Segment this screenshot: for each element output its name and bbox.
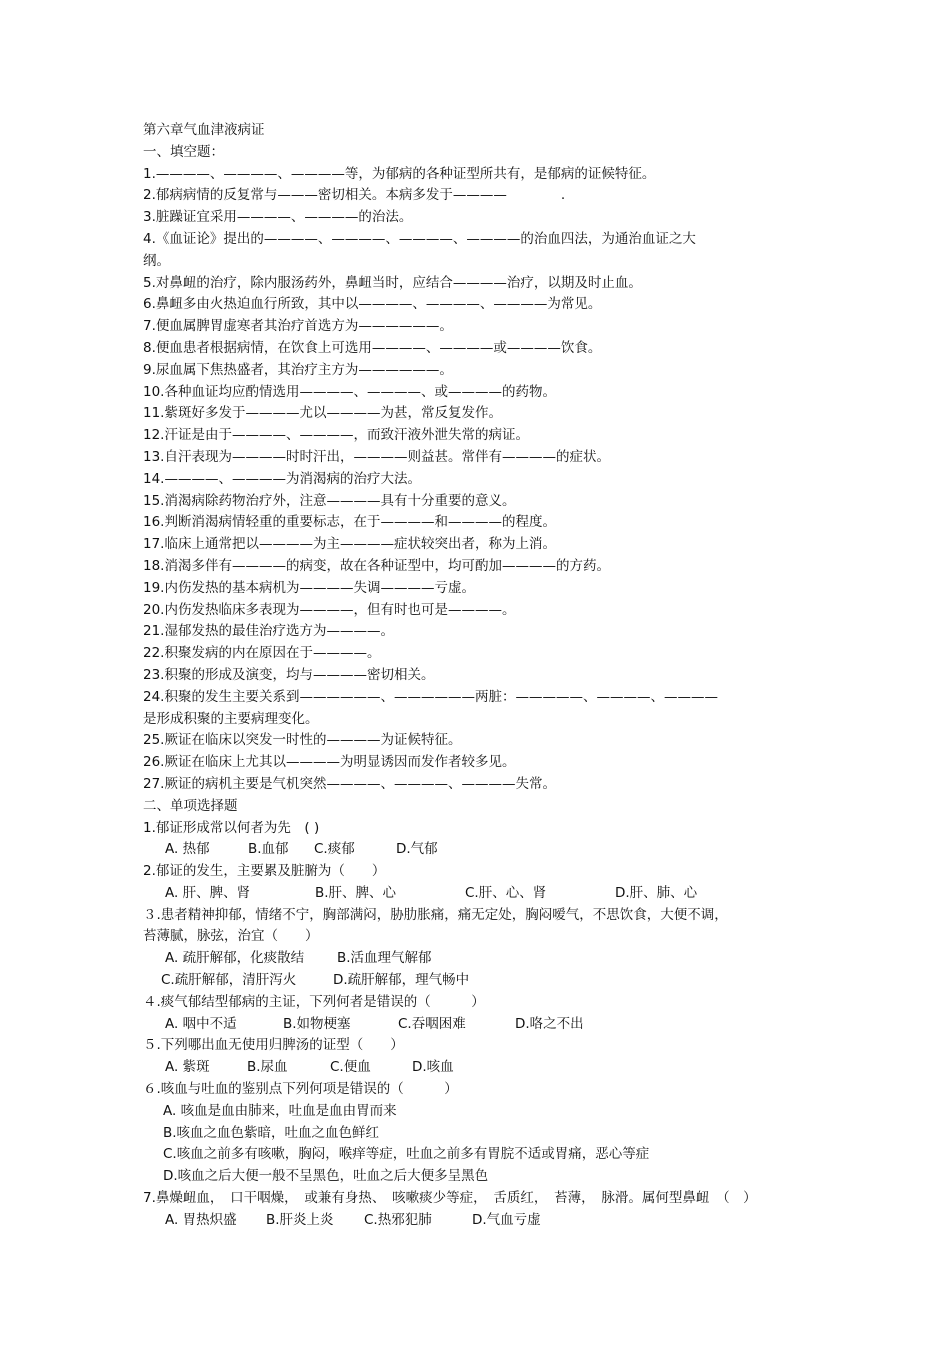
option: D.咳血 — [412, 1059, 454, 1076]
question-stem: ３.患者精神抑郁，情绪不宁，胸部满闷，胁肋胀痛，痛无定处，胸闷嗳气，不思饮食，大便不调，苔薄腻，脉弦，治宜（ ） — [143, 906, 728, 945]
fill-item: 13.自汗表现为————时时汗出，————则益甚。常伴有————的症状。 — [143, 448, 610, 465]
option: B.肝炎上炎 — [266, 1211, 334, 1228]
options-row — [143, 970, 823, 992]
fill-item: 27.厥证的病机主要是气机突然————、————、————失常。 — [143, 775, 556, 792]
fill-item: 18.消渴多伴有————的病变，故在各种证型中，均可酌加————的方药。 — [143, 557, 610, 574]
fill-item: 4.《血证论》提出的————、————、————、————的治血四法，为通治血证之大纲。 — [143, 230, 696, 269]
fill-item: 15.消渴病除药物治疗外，注意————具有十分重要的意义。 — [143, 492, 516, 509]
option: D.肝、肺、心 — [615, 884, 698, 901]
option: A. 胃热炽盛 — [165, 1211, 237, 1228]
option: C.便血 — [330, 1059, 371, 1076]
fill-item: 20.内伤发热临床多表现为————，但有时也可是————。 — [143, 601, 516, 618]
fill-item: 25.厥证在临床以突发一时性的————为证候特征。 — [143, 732, 462, 749]
fill-item: 3.脏躁证宜采用————、————的治法。 — [143, 209, 413, 226]
option: A. 热郁 — [165, 841, 210, 858]
fill-item: 5.对鼻衄的治疗，除内服汤药外，鼻衄当时，应结合————治疗，以期及时止血。 — [143, 274, 642, 291]
option: D.疏肝解郁，理气畅中 — [333, 972, 470, 989]
option: C.热邪犯肺 — [364, 1211, 432, 1228]
option: B.活血理气解郁 — [337, 950, 432, 967]
option: A. 肝、脾、肾 — [165, 884, 251, 901]
fill-item: 2.郁病病情的反复常与———密切相关。本病多发于———— . — [143, 187, 566, 204]
option: C.疏肝解郁，清肝泻火 — [161, 972, 297, 989]
fill-item: 17.临床上通常把以————为主————症状较突出者，称为上消。 — [143, 536, 556, 553]
fill-item: 26.厥证在临床上尤其以————为明显诱因而发作者较多见。 — [143, 754, 516, 771]
options-row — [143, 1014, 823, 1036]
option: B.尿血 — [247, 1059, 288, 1076]
fill-item: 10.各种血证均应酌情选用————、————、或————的药物。 — [143, 383, 556, 400]
fill-item: 16.判断消渴病情轻重的重要标志，在于————和————的程度。 — [143, 514, 556, 531]
options-row — [143, 948, 823, 970]
fill-item: 11.紫斑好多发于————尤以————为甚，常反复发作。 — [143, 405, 502, 422]
section-heading: 一、填空题： — [143, 143, 224, 160]
option: D.咳血之后大便一般不呈黑色，吐血之后大便多呈黑色 — [163, 1168, 489, 1185]
chapter-title: 第六章气血津液病证 — [143, 122, 265, 138]
options-row — [143, 1210, 823, 1232]
fill-item: 1.————、————、————等，为郁病的各种证型所共有，是郁病的证候特征。 — [143, 165, 656, 182]
fill-item: 14.————、————为消渴病的治疗大法。 — [143, 470, 421, 487]
options-row — [143, 1057, 823, 1079]
fill-item: 23.积聚的形成及演变，均与————密切相关。 — [143, 666, 435, 683]
fill-item: 19.内伤发热的基本病机为————失调————亏虚。 — [143, 579, 475, 596]
option: C.吞咽困难 — [398, 1015, 466, 1032]
fill-item: 9.尿血属下焦热盛者，其治疗主方为——————。 — [143, 361, 453, 378]
question-stem: ５.下列哪出血无使用归脾汤的证型（ ） — [143, 1037, 404, 1054]
option: D.气血亏虚 — [472, 1211, 541, 1228]
question-stem: ６.咳血与吐血的鉴别点下列何项是错误的（ ） — [143, 1081, 458, 1098]
options-row — [143, 839, 823, 861]
option: A. 咳血是血由肺来，吐血是血由胃而来 — [163, 1102, 397, 1119]
question-stem: 2.郁证的发生，主要累及脏腑为（ ） — [143, 863, 386, 880]
fill-item: 12.汗证是由于————、————，而致汗液外泄失常的病证。 — [143, 427, 529, 444]
option: D.咯之不出 — [515, 1015, 584, 1032]
options-row — [143, 883, 823, 905]
question-stem: ４.痰气郁结型郁病的主证，下列何者是错误的（ ） — [143, 993, 485, 1010]
question-stem: 7.鼻燥衄血， 口干咽燥， 或兼有身热、 咳嗽痰少等症， 舌质红， 苔薄， 脉滑。属何型鼻衄 （ ） — [143, 1190, 757, 1207]
question-stem: 1.郁证形成常以何者为先 ( ) — [143, 819, 320, 836]
option: C.肝、心、肾 — [465, 884, 547, 901]
document-page — [143, 120, 823, 1232]
fill-item: 24.积聚的发生主要关系到——————、——————两脏：—————、————、————是形成积聚的主要病理变化。 — [143, 688, 718, 727]
option: B.如物梗塞 — [283, 1015, 351, 1032]
option: A. 紫斑 — [165, 1059, 210, 1076]
fill-item: 7.便血属脾胃虚寒者其治疗首选方为——————。 — [143, 318, 453, 335]
fill-item: 6.鼻衄多由火热迫血行所致，其中以————、————、————为常见。 — [143, 296, 602, 313]
option: C.咳血之前多有咳嗽，胸闷，喉痒等症，吐血之前多有胃脘不适或胃痛，恶心等症 — [163, 1146, 650, 1163]
option: B.咳血之血色紫暗，吐血之血色鲜红 — [163, 1124, 380, 1141]
option: B.肝、脾、心 — [315, 884, 397, 901]
fill-item: 21.湿郁发热的最佳治疗选方为————。 — [143, 623, 394, 640]
option: D.气郁 — [396, 841, 438, 858]
fill-item: 8.便血患者根据病情，在饮食上可选用————、————或————饮食。 — [143, 339, 602, 356]
option: C.痰郁 — [314, 841, 355, 858]
option: A. 疏肝解郁，化痰散结 — [165, 950, 305, 967]
option: A. 咽中不适 — [165, 1015, 237, 1032]
section-heading: 二、单项选择题 — [143, 797, 238, 814]
option: B.血郁 — [248, 841, 289, 858]
fill-item: 22.积聚发病的内在原因在于————。 — [143, 645, 381, 662]
